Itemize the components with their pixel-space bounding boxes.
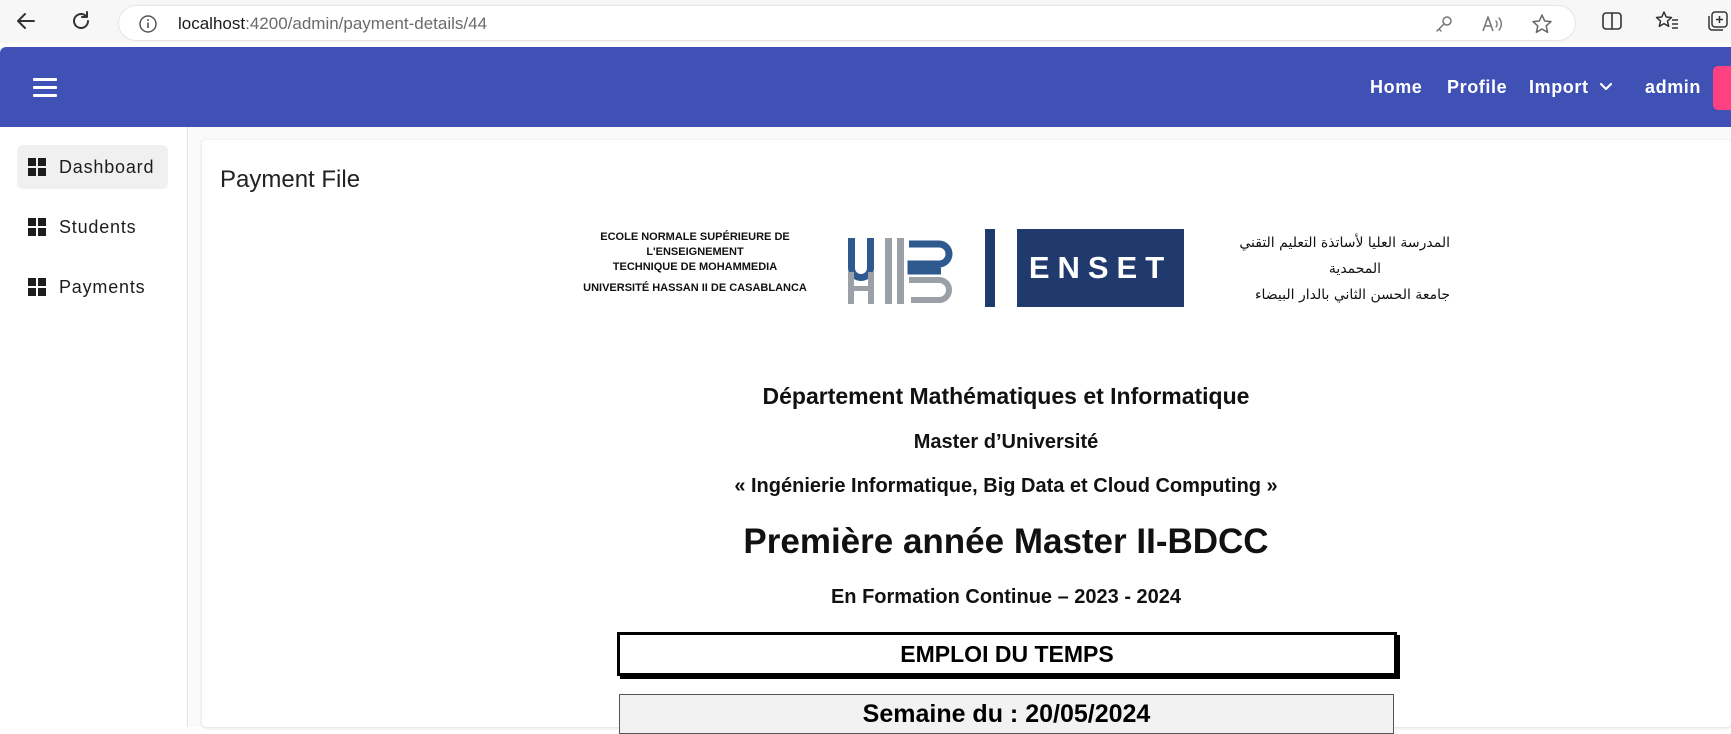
enset-logo: ENSET bbox=[1017, 229, 1184, 307]
uh2c-logo-icon bbox=[845, 236, 955, 306]
page-title: Payment File bbox=[220, 166, 361, 193]
sidebar-item-payments[interactable] bbox=[17, 265, 168, 309]
header-fr-line: ECOLE NORMALE SUPÉRIEURE DE bbox=[600, 231, 790, 243]
header-fr-line: UNIVERSITÉ HASSAN II DE CASABLANCA bbox=[583, 282, 807, 294]
sidebar-item-label: Payments bbox=[59, 276, 146, 297]
header-ar-line: جامعة الحسن الثاني بالدار البيضاء bbox=[1254, 287, 1450, 303]
formation-title: En Formation Continue – 2023 - 2024 bbox=[830, 586, 1182, 608]
nav-profile[interactable] bbox=[1447, 47, 1507, 127]
logo-divider bbox=[985, 229, 995, 307]
logout-button[interactable] bbox=[1713, 66, 1731, 110]
dashboard-icon bbox=[28, 278, 46, 296]
program-title: « Ingénierie Informatique, Big Data et Cloud Computing » bbox=[734, 475, 1278, 497]
dashboard-icon bbox=[28, 158, 46, 176]
url-path: :4200/admin/payment-details/44 bbox=[245, 14, 488, 33]
address-bar[interactable] bbox=[118, 5, 1576, 41]
chevron-down-icon bbox=[1599, 82, 1613, 92]
sidebar-item-students[interactable] bbox=[17, 205, 168, 249]
browser-toolbar bbox=[0, 0, 1731, 43]
app-toolbar bbox=[0, 47, 1731, 127]
site-info-icon[interactable] bbox=[138, 14, 158, 39]
favorites-icon[interactable] bbox=[1654, 8, 1680, 34]
header-ar-line: المحمدية bbox=[1328, 261, 1382, 277]
back-arrow-icon[interactable] bbox=[13, 8, 39, 34]
sidebar-item-label: Students bbox=[59, 216, 137, 237]
nav-import-label: Import bbox=[1529, 76, 1589, 97]
split-screen-icon[interactable] bbox=[1599, 8, 1625, 34]
master-title: Master d’Université bbox=[913, 431, 1099, 453]
sidebar-item-dashboard[interactable] bbox=[17, 145, 168, 189]
url-host: localhost bbox=[178, 14, 246, 33]
sidebar bbox=[0, 127, 188, 727]
read-aloud-icon[interactable] bbox=[1480, 13, 1504, 35]
nav-profile-label: Profile bbox=[1447, 76, 1508, 97]
url-text[interactable] bbox=[178, 14, 487, 34]
nav-import[interactable] bbox=[1529, 47, 1613, 127]
school-name-fr bbox=[580, 230, 810, 296]
header-fr-line: TECHNIQUE DE MOHAMMEDIA bbox=[612, 261, 778, 273]
semaine-box: Semaine du : 20/05/2024 bbox=[619, 694, 1394, 734]
nav-home-label: Home bbox=[1370, 76, 1423, 97]
department-title: Département Mathématiques et Informatique bbox=[762, 383, 1250, 409]
emploi-du-temps-box: EMPLOI DU TEMPS bbox=[617, 632, 1397, 676]
sidebar-item-label: Dashboard bbox=[59, 156, 155, 177]
star-icon[interactable] bbox=[1530, 13, 1554, 35]
school-name-ar bbox=[1220, 230, 1450, 308]
year-title: Première année Master II-BDCC bbox=[743, 522, 1269, 561]
nav-admin-label: admin bbox=[1645, 76, 1702, 97]
reload-icon[interactable] bbox=[68, 8, 94, 34]
collections-icon[interactable] bbox=[1705, 8, 1731, 34]
dashboard-icon bbox=[28, 218, 46, 236]
menu-icon[interactable] bbox=[30, 72, 60, 102]
nav-home[interactable] bbox=[1370, 47, 1422, 127]
nav-admin[interactable] bbox=[1645, 47, 1701, 127]
header-ar-line: المدرسة العليا لأساتذة التعليم التقني bbox=[1239, 235, 1450, 251]
key-icon[interactable] bbox=[1432, 13, 1456, 35]
header-fr-line: L'ENSEIGNEMENT bbox=[646, 246, 744, 258]
